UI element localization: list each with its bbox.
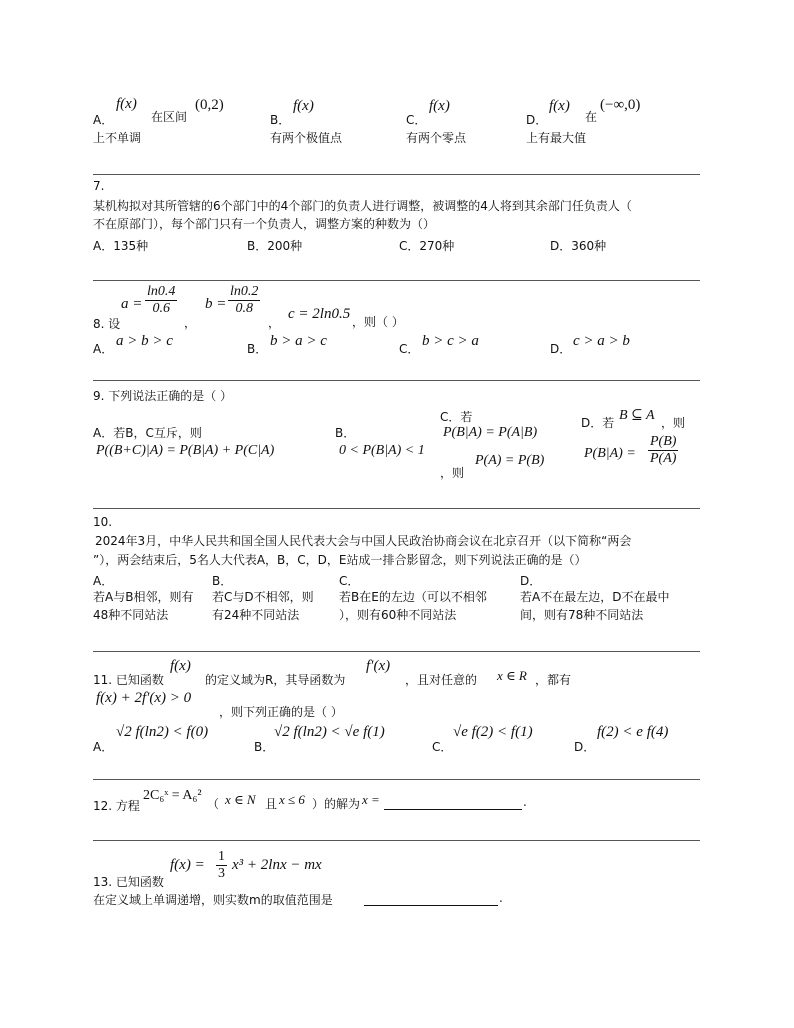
q10-option-a-line2: 48种不同站法	[93, 608, 169, 622]
q8-option-b: b > a > c	[270, 333, 327, 349]
q10-number: 10.	[93, 515, 113, 529]
q9-option-d-cond: B ⊆ A	[619, 408, 655, 423]
q7-stem-line2: 不在原部门），每个部门只有一个负责人，调整方案的种数为（）	[93, 217, 436, 231]
q8-a-fraction	[145, 284, 177, 317]
q8-option-a-label: A．	[93, 342, 114, 356]
q8-b-denominator: 0.8	[235, 301, 253, 316]
q12-end: .	[523, 795, 527, 809]
q7-stem-line1: 某机构拟对其所管辖的6个部门中的4个部门的负责人进行调整，被调整的4人将到其余部门任负责人（	[93, 199, 632, 213]
q13-end: .	[499, 891, 503, 905]
q8-suffix: ，则（ ）	[352, 315, 404, 329]
q11-option-b-label: B．	[254, 740, 275, 754]
q10-option-c-line1: 若B在E的左边（可以不相邻	[339, 590, 487, 604]
divider	[93, 840, 700, 841]
q12-part3: 且	[265, 797, 278, 811]
q6-option-c-label: C．	[406, 113, 427, 127]
q11-option-c-label: C．	[432, 740, 453, 754]
q11-part5: ，则下列正确的是（ ）	[219, 705, 343, 719]
q6-option-a-line2: 上不单调	[93, 131, 142, 145]
q11-part3: ，且对任意的	[405, 673, 478, 687]
q8-a-var: a =	[121, 296, 143, 312]
q6-option-a-label: A．	[93, 113, 114, 127]
q13-fraction	[216, 849, 227, 882]
q11-inequality: f(x) + 2f′(x) > 0	[96, 690, 192, 706]
q8-a-denominator: 0.6	[152, 301, 170, 316]
q11-fpx: f′(x)	[366, 658, 391, 674]
q6-option-c-line2: 有两个零点	[406, 131, 467, 145]
q6-option-d-mid: 在	[585, 110, 598, 124]
q7-option-a: A．135种	[93, 239, 149, 253]
q9-option-d-text: D．若	[581, 416, 615, 430]
q6-option-a-mid: 在区间	[151, 110, 188, 124]
q8-option-c: b > c > a	[422, 333, 479, 349]
q8-option-d-label: D．	[550, 342, 572, 356]
q9-option-d-denominator: P(A)	[650, 451, 677, 466]
q10-option-b-label: B．	[212, 574, 233, 588]
q7-option-c: C．270种	[399, 239, 455, 253]
q9-option-d-fraction	[648, 434, 678, 467]
divider	[93, 380, 700, 381]
q11-part4: ，都有	[535, 673, 572, 687]
q13-answer-blank[interactable]	[364, 891, 498, 906]
q9-option-c-label: C．若	[440, 410, 473, 424]
q12-x-equals: x =	[362, 792, 380, 807]
q12-cond1: x ∈ N	[225, 792, 256, 807]
q13-rhs: x³ + 2lnx − mx	[232, 857, 322, 873]
q6-option-d-line2: 上有最大值	[526, 131, 587, 145]
q12-cond2: x ≤ 6	[279, 792, 305, 807]
q6-option-a-interval: (0,2)	[195, 97, 224, 113]
q10-option-b-line2: 有24种不同站法	[212, 608, 300, 622]
q11-option-d-label: D．	[574, 740, 596, 754]
q9-stem: 9. 下列说法正确的是（ ）	[93, 389, 233, 403]
q6-option-d-expr: f(x)	[549, 98, 570, 114]
q9-option-b-label: B．	[335, 426, 356, 440]
q8-c-expr: c = 2ln0.5	[288, 306, 351, 322]
q13-numerator: 1	[218, 849, 225, 864]
q8-option-c-label: C．	[399, 342, 420, 356]
q8-comma: ，	[268, 316, 281, 330]
q7-option-b: B．200种	[247, 239, 303, 253]
q13-lhs: f(x) =	[170, 857, 205, 873]
q9-option-a-expr: P((B+C)|A) = P(B|A) + P(C|A)	[96, 443, 275, 458]
q8-a-numerator: ln0.4	[147, 284, 176, 299]
q11-part2: 的定义域为R，其导函数为	[205, 673, 346, 687]
q11-fx: f(x)	[170, 658, 191, 674]
q6-option-d-label: D．	[526, 113, 548, 127]
q10-option-d-line1: 若A不在最左边，D不在最中	[520, 590, 670, 604]
q10-option-a-label: A．	[93, 574, 114, 588]
q9-option-d-lhs: P(B|A) =	[584, 446, 636, 461]
q13-prefix: 13. 已知函数	[93, 875, 164, 889]
divider	[93, 651, 700, 652]
q10-stem-line2: ”），两会结束后，5名人大代表A，B，C，D，E站成一排合影留念，则下列说法正确的是（）	[93, 553, 587, 567]
q9-option-d-numerator: P(B)	[650, 434, 677, 449]
q13-line2: 在定义域上单调递增，则实数m的取值范围是	[93, 893, 333, 907]
q9-option-c-expr1: P(B|A) = P(A|B)	[443, 425, 538, 440]
divider	[93, 174, 700, 175]
q8-comma: ，	[184, 316, 197, 330]
q10-option-a-line1: 若A与B相邻，则有	[93, 590, 194, 604]
q13-denominator: 3	[218, 866, 225, 881]
q11-xr: x ∈ R	[497, 668, 527, 683]
q10-option-d-line2: 间，则有78种不同站法	[520, 608, 644, 622]
divider	[93, 280, 700, 281]
divider	[93, 508, 700, 509]
q10-option-b-line1: 若C与D不相邻，则	[212, 590, 314, 604]
q11-part1: 11. 已知函数	[93, 673, 164, 687]
q12-equation: 2C₆ˣ = A₆²	[143, 788, 202, 803]
q6-option-a-expr: f(x)	[116, 96, 137, 112]
q11-option-c: √e f(2) < f(1)	[453, 724, 533, 740]
q9-option-a-text: A．若B，C互斥，则	[93, 426, 202, 440]
q11-option-a: √2 f(ln2) < f(0)	[116, 724, 209, 740]
q11-option-d: f(2) < e f(4)	[597, 724, 669, 740]
q8-b-var: b =	[205, 296, 227, 312]
q9-option-b-expr: 0 < P(B|A) < 1	[339, 443, 425, 458]
q8-b-fraction	[228, 284, 260, 317]
q10-option-d-label: D．	[520, 574, 542, 588]
q12-part1: 12. 方程	[93, 799, 140, 813]
q8-option-d: c > a > b	[573, 333, 630, 349]
q8-prefix: 8. 设	[93, 317, 121, 331]
q6-option-b-label: B．	[270, 113, 291, 127]
q10-option-c-line2: ），则有60种不同站法	[339, 608, 457, 622]
divider	[93, 779, 700, 780]
q8-b-numerator: ln0.2	[230, 284, 259, 299]
q12-part4: ）的解为	[312, 797, 361, 811]
q9-option-c-expr2: P(A) = P(B)	[475, 453, 545, 468]
q6-option-b-expr: f(x)	[293, 98, 314, 114]
q6-option-b-line2: 有两个极值点	[270, 131, 343, 145]
q7-option-d: D．360种	[550, 239, 607, 253]
q9-option-d-then: ，则	[661, 416, 686, 430]
q10-stem-line1: 2024年3月，中华人民共和国全国人民代表大会与中国人民政治协商会议在北京召开（以下简称“两会	[95, 534, 632, 548]
q10-option-c-label: C．	[339, 574, 360, 588]
q6-option-d-interval: (−∞,0)	[600, 97, 641, 113]
q7-number: 7.	[93, 179, 105, 193]
q8-option-a: a > b > c	[116, 333, 173, 349]
q8-option-b-label: B．	[247, 342, 268, 356]
q12-part2: （	[207, 797, 220, 811]
q6-option-c-expr: f(x)	[429, 98, 450, 114]
q11-option-a-label: A．	[93, 740, 114, 754]
q12-answer-blank[interactable]	[384, 795, 522, 810]
q9-option-c-then: ，则	[440, 466, 465, 480]
q11-option-b: √2 f(ln2) < √e f(1)	[274, 724, 385, 740]
